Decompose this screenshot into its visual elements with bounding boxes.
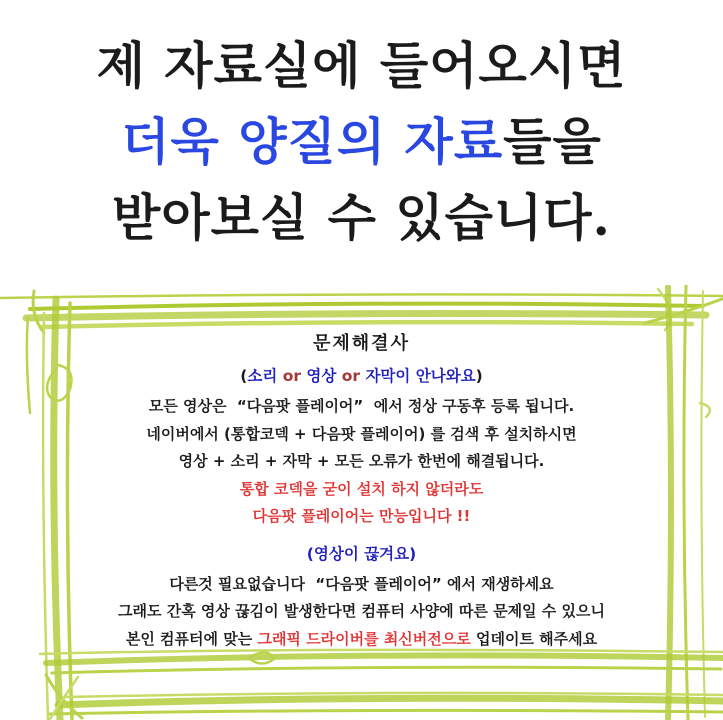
- text-segment: (영상이 끊겨요): [306, 544, 417, 563]
- notice-line: [0, 421, 723, 449]
- notice-line: [0, 503, 723, 531]
- text-segment: 제 자료실에 들어오시면: [96, 36, 627, 95]
- text-segment: 네이버에서 (통합코덱 + 다음팟 플레이어) 를 검색 후 설치하시면: [146, 424, 577, 443]
- troubleshooting-box: [0, 333, 723, 653]
- text-segment: 자막이 안나와요: [365, 367, 476, 385]
- intro-line-1: [0, 28, 723, 104]
- text-segment: or: [277, 367, 307, 385]
- text-segment: 모든 영상은 “다음팟 플레이어” 에서 정상 구동후 등록 됩니다.: [148, 397, 575, 415]
- section1-heading: [0, 365, 723, 387]
- intro-line-2: [0, 104, 723, 180]
- text-segment: 본인 컴퓨터에 맞는: [125, 629, 258, 648]
- section2-heading: [0, 543, 723, 565]
- notice-line: [0, 626, 723, 654]
- text-segment: 통합 코덱을 굳이 설치 하지 않더라도: [239, 479, 484, 498]
- text-segment: 그래픽 드라이버를 최신버전으로: [257, 629, 471, 648]
- notice-line: [0, 393, 723, 421]
- intro-line-3: [0, 180, 723, 256]
- notice-title: 문제해결사: [313, 333, 410, 354]
- text-segment: (: [240, 367, 248, 385]
- intro-heading: [0, 28, 723, 256]
- text-segment: 소리: [247, 367, 278, 385]
- text-segment: ): [475, 367, 483, 385]
- text-segment: or: [336, 367, 366, 385]
- notice-line: [0, 476, 723, 504]
- text-segment: 들을: [503, 112, 602, 171]
- text-segment: 다음팟 플레이어는 만능입니다 !!: [252, 507, 471, 525]
- notice-line: [0, 448, 723, 476]
- text-segment: 받아보실 수 있습니다.: [112, 188, 611, 247]
- text-segment: 다른것 필요없습니다 “다음팟 플레이어” 에서 재생하세요: [169, 574, 554, 593]
- text-segment: 업데이트 해주세요: [470, 629, 598, 648]
- notice-line: [0, 598, 723, 626]
- notice-line: [0, 571, 723, 599]
- text-segment: 더욱 양질의 자료: [121, 112, 504, 171]
- text-segment: 영상: [306, 367, 337, 385]
- text-segment: 영상 + 소리 + 자막 + 모든 오류가 한번에 해결됩니다.: [178, 452, 545, 470]
- text-segment: 그래도 간혹 영상 끊김이 발생한다면 컴퓨터 사양에 따른 문제일 수 있으니: [118, 602, 605, 620]
